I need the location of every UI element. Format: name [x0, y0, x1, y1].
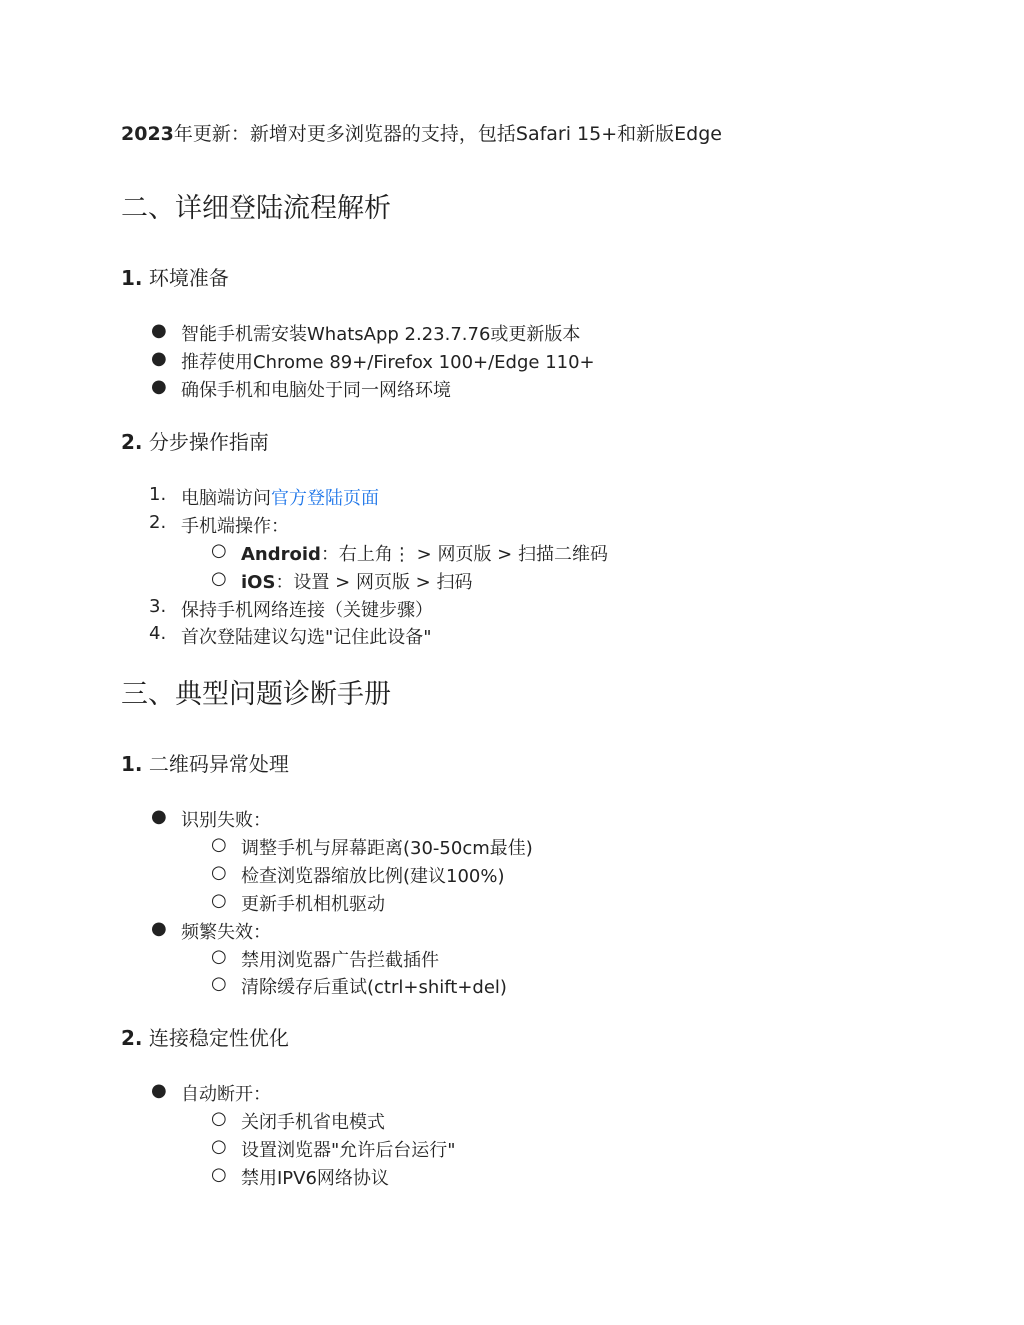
circle-marker: ○	[211, 1164, 227, 1185]
sub-list-item	[211, 946, 439, 972]
intro-paragraph	[121, 119, 722, 146]
section2-sub2-title: 分步操作指南	[148, 430, 269, 454]
sub-list-item-text: 禁用浏览器广告拦截插件	[241, 950, 439, 971]
circle-marker: ○	[211, 1108, 227, 1129]
bullet-marker: ●	[151, 320, 167, 341]
section3-sub1-title: 二维码异常处理	[148, 752, 289, 776]
step-item	[149, 512, 289, 538]
circle-marker: ○	[211, 946, 227, 967]
bullet-marker: ●	[151, 918, 167, 939]
sub-list-item-text: 更新手机相机驱动	[241, 894, 385, 915]
circle-marker: ○	[211, 890, 227, 911]
android-steps: ：右上角⋮ > 网页版 > 扫描二维码	[320, 544, 608, 565]
step-text: 保持手机网络连接（关键步骤）	[181, 600, 433, 621]
list-item-text: 频繁失效：	[181, 922, 271, 943]
circle-marker: ○	[211, 973, 227, 994]
section3-sub1-num: 1.	[121, 752, 143, 776]
list-item-text: 确保手机和电脑处于同一网络环境	[181, 380, 451, 401]
sub-list-item	[211, 890, 385, 916]
section3-sub1-heading	[121, 748, 289, 777]
sub-list-item	[211, 540, 608, 566]
sub-list-item-text: 调整手机与屏幕距离(30-50cm最佳)	[241, 838, 533, 859]
list-item	[151, 376, 451, 402]
circle-marker: ○	[211, 540, 227, 561]
step-item	[149, 484, 379, 510]
circle-marker: ○	[211, 862, 227, 883]
step-number: 2.	[149, 512, 167, 533]
section2-sub2-heading	[121, 426, 269, 455]
sub-list-item-text: 清除缓存后重试(ctrl+shift+del)	[241, 977, 507, 998]
list-item	[151, 320, 581, 346]
section3-sub2-heading	[121, 1022, 289, 1051]
sub-list-item	[211, 568, 473, 594]
section3-sub2-num: 2.	[121, 1026, 143, 1050]
list-item-text: 识别失败：	[181, 810, 271, 831]
section3-heading: 三、典型问题诊断手册	[121, 679, 391, 710]
section2-heading: 二、详细登陆流程解析	[121, 193, 391, 224]
sub-list-item	[211, 973, 507, 999]
section2-sub1-heading	[121, 262, 229, 291]
list-item	[151, 1080, 271, 1106]
step-text: 首次登陆建议勾选"记住此设备"	[181, 627, 432, 648]
list-item-text: 智能手机需安装WhatsApp 2.23.7.76或更新版本	[181, 324, 581, 345]
ios-steps: ：设置 > 网页版 > 扫码	[275, 572, 473, 593]
step-item	[149, 596, 433, 622]
circle-marker: ○	[211, 834, 227, 855]
step-number: 3.	[149, 596, 167, 617]
ios-label: iOS	[241, 572, 276, 593]
sub-list-item-text: 设置浏览器"允许后台运行"	[241, 1140, 456, 1161]
bullet-marker: ●	[151, 1080, 167, 1101]
circle-marker: ○	[211, 568, 227, 589]
list-item	[151, 918, 271, 944]
step-number: 4.	[149, 623, 167, 644]
sub-list-item-text: 禁用IPV6网络协议	[241, 1168, 389, 1189]
step-text: 电脑端访问	[181, 488, 271, 509]
bullet-marker: ●	[151, 806, 167, 827]
list-item-text: 推荐使用Chrome 89+/Firefox 100+/Edge 110+	[181, 352, 595, 373]
section3-sub2-title: 连接稳定性优化	[148, 1026, 289, 1050]
sub-list-item-text: 检查浏览器缩放比例(建议100%)	[241, 866, 505, 887]
sub-list-item	[211, 1164, 389, 1190]
sub-list-item	[211, 834, 533, 860]
list-item	[151, 806, 271, 832]
list-item-text: 自动断开：	[181, 1084, 271, 1105]
intro-year: 2023	[121, 123, 174, 145]
step-text: 手机端操作：	[181, 516, 289, 537]
circle-marker: ○	[211, 1136, 227, 1157]
official-login-link[interactable]: 官方登陆页面	[271, 488, 379, 509]
section2-sub1-num: 1.	[121, 266, 143, 290]
sub-list-item	[211, 862, 505, 888]
sub-list-item	[211, 1108, 385, 1134]
android-label: Android	[241, 544, 321, 565]
sub-list-item	[211, 1136, 456, 1162]
list-item	[151, 348, 595, 374]
section2-sub2-num: 2.	[121, 430, 143, 454]
step-item	[149, 623, 432, 649]
bullet-marker: ●	[151, 348, 167, 369]
bullet-marker: ●	[151, 376, 167, 397]
section2-sub1-title: 环境准备	[148, 266, 229, 290]
intro-text: 年更新：新增对更多浏览器的支持，包括Safari 15+和新版Edge	[173, 123, 722, 145]
step-number: 1.	[149, 484, 167, 505]
sub-list-item-text: 关闭手机省电模式	[241, 1112, 385, 1133]
